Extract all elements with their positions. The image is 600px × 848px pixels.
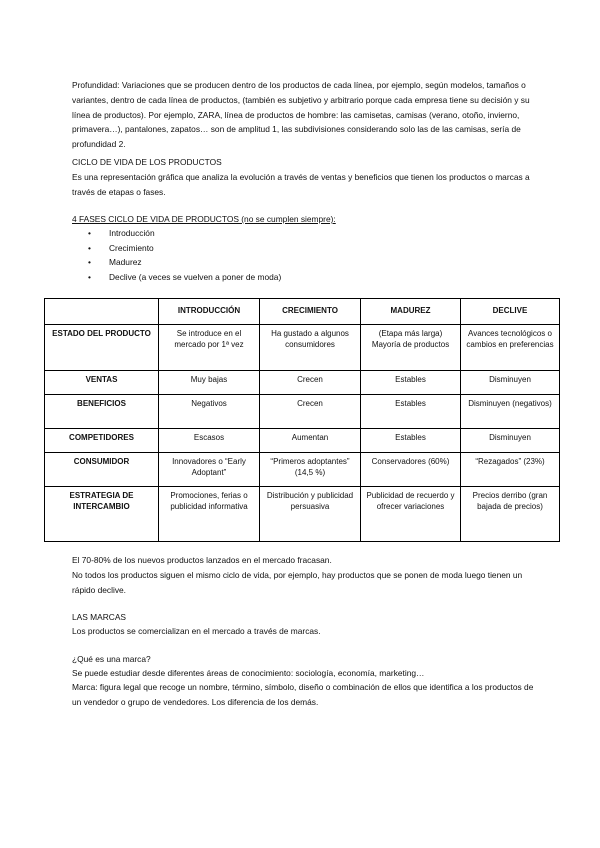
- table-cell: Estables: [361, 395, 461, 429]
- table-header-row: [45, 299, 560, 325]
- table-cell: Crecen: [260, 395, 361, 429]
- table-row: [45, 395, 560, 429]
- table-cell: Muy bajas: [159, 371, 260, 395]
- fracaso-text: El 70-80% de los nuevos productos lanzados en el mercado fracasan.: [72, 555, 332, 565]
- ciclo-note-text: No todos los productos siguen el mismo ciclo de vida, por ejemplo, hay productos que se ponen de moda luego tienen un rápido declive.: [72, 570, 523, 595]
- table-header-cell: INTRODUCCIÓN: [159, 299, 260, 325]
- ciclo-text: Es una representación gráfica que analiza la evolución a través de ventas y beneficios que tienen los productos o marcas a través de etapas o fases.: [72, 172, 530, 197]
- fases-list: [72, 226, 281, 284]
- profundidad-paragraph: Profundidad: Variaciones que se producen dentro de los productos de cada línea, por ejemplo, según modelos, tamaños o variantes, dentro de cada línea de productos, (también es subjetivo y arbitrario porque cada empresa tiene su decisión y su línea de productos). Por ejemplo, ZARA, línea de productos de hombre: las camisetas, camisas (verano, otoño, invierno, primavera…), pantalones, zapatos… son de amplitud 1, las subdivisiones considerando solo las de las camisas, sería de profundidad 2.: [72, 80, 530, 149]
- table-row: [45, 371, 560, 395]
- table-cell: (Etapa más larga) Mayoría de productos: [361, 325, 461, 371]
- row-label: ESTADO DEL PRODUCTO: [45, 325, 159, 371]
- table-cell: Ha gustado a algunos consumidores: [260, 325, 361, 371]
- row-label: CONSUMIDOR: [45, 453, 159, 487]
- marcas-title: LAS MARCAS: [72, 612, 126, 622]
- table-cell: Disminuyen: [461, 371, 560, 395]
- row-label: ESTRATEGIA DE INTERCAMBIO: [45, 487, 159, 542]
- list-item: • Madurez: [72, 255, 281, 270]
- table-cell: Distribución y publicidad persuasiva: [260, 487, 361, 542]
- table-cell: Conservadores (60%): [361, 453, 461, 487]
- list-item: • Declive (a veces se vuelven a poner de moda): [72, 270, 281, 285]
- list-item: • Crecimiento: [72, 241, 281, 256]
- row-label: VENTAS: [45, 371, 159, 395]
- table-cell: Publicidad de recuerdo y ofrecer variaciones: [361, 487, 461, 542]
- ciclo-title: CICLO DE VIDA DE LOS PRODUCTOS: [72, 157, 222, 167]
- table-cell: Estables: [361, 429, 461, 453]
- table-row: [45, 429, 560, 453]
- marca-question: ¿Qué es una marca?: [72, 654, 151, 664]
- table-cell: “Primeros adoptantes” (14,5 %): [260, 453, 361, 487]
- table-cell: Innovadores o “Early Adoptant”: [159, 453, 260, 487]
- table-cell: Disminuyen: [461, 429, 560, 453]
- table-cell: Se introduce en el mercado por 1ª vez: [159, 325, 260, 371]
- table-header-cell: DECLIVE: [461, 299, 560, 325]
- list-item: • Introducción: [72, 226, 281, 241]
- table-cell: Escasos: [159, 429, 260, 453]
- table-row: [45, 325, 560, 371]
- row-label: BENEFICIOS: [45, 395, 159, 429]
- marcas-text: Los productos se comercializan en el mercado a través de marcas.: [72, 626, 321, 636]
- table-row: [45, 487, 560, 542]
- table-cell: Precios derribo (gran bajada de precios): [461, 487, 560, 542]
- row-label: COMPETIDORES: [45, 429, 159, 453]
- table-header-cell: CRECIMIENTO: [260, 299, 361, 325]
- fases-heading: 4 FASES CICLO DE VIDA DE PRODUCTOS (no se cumplen siempre):: [72, 214, 336, 224]
- marca-study-text: Se puede estudiar desde diferentes áreas de conocimiento: sociología, economía, marketing…: [72, 668, 425, 678]
- table-cell: “Rezagados” (23%): [461, 453, 560, 487]
- table-cell: Promociones, ferias o publicidad informativa: [159, 487, 260, 542]
- lifecycle-table: [44, 298, 560, 542]
- table-cell: Estables: [361, 371, 461, 395]
- table-cell: Disminuyen (negativos): [461, 395, 560, 429]
- table-cell: Aumentan: [260, 429, 361, 453]
- table-cell: Avances tecnológicos o cambios en preferencias: [461, 325, 560, 371]
- table-header-cell: MADUREZ: [361, 299, 461, 325]
- table-header-cell: [45, 299, 159, 325]
- table-cell: Negativos: [159, 395, 260, 429]
- table-cell: Crecen: [260, 371, 361, 395]
- marca-definition-text: Marca: figura legal que recoge un nombre, término, símbolo, diseño o combinación de ellos que identifica a los productos de un vendedor o grupo de vendedores. Los diferencia de los demás.: [72, 682, 534, 707]
- table-row: [45, 453, 560, 487]
